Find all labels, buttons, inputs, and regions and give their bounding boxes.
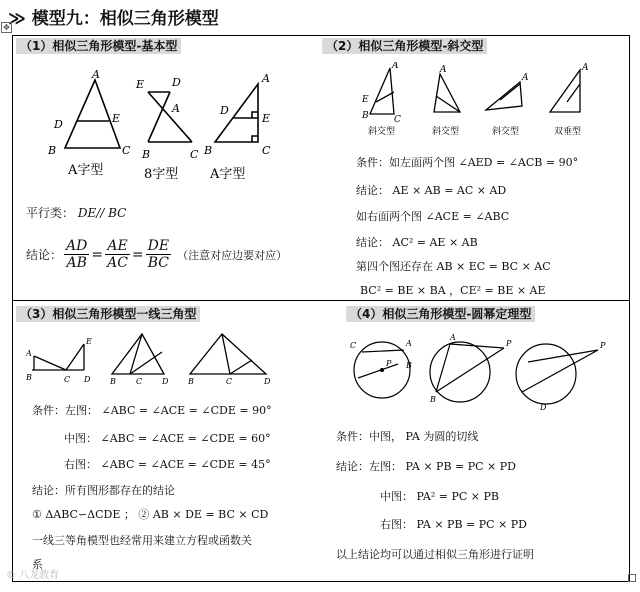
svg-text:E: E [136,78,145,91]
svg-text:B: B [142,148,151,161]
svg-text:A: A [92,70,100,81]
caption-double-perp: 双垂型 [554,127,582,137]
svg-text:E: E [112,112,121,125]
svg-text:A: A [522,73,529,83]
svg-text:B: B [204,144,213,157]
oblique-condition-1: 条件：如左面两个图 ∠AED = ∠ACB = 90° [356,156,579,169]
basic-model-figures [40,70,280,190]
svg-text:B: B [188,377,194,386]
caption-oblique-2: 斜交型 [432,127,460,137]
svg-text:C: C [136,377,143,386]
svg-text:D: D [84,375,91,384]
svg-text:P: P [600,341,606,350]
svg-text:P: P [506,339,512,348]
svg-text:D: D [54,118,63,131]
svg-text:P: P [386,359,392,368]
power-of-point-figures [350,334,608,410]
pop-proof-note: 以上结论均可以通过相似三角形进行证明 [336,548,534,561]
svg-text:D: D [172,76,181,89]
one-line-three-angle-figures [26,330,276,392]
svg-text:B: B [362,111,369,121]
one-line-conclusion-label: 结论：所有图形都存在的结论 [32,484,175,497]
parallel-label: 平行类： [26,206,75,220]
section-2-header: （2）相似三角形模型-斜交型 [322,38,487,54]
svg-text:A: A [262,72,270,85]
svg-text:C: C [190,148,199,161]
svg-text:A: A [440,65,447,75]
svg-text:C: C [262,144,271,157]
one-line-condition-middle: 中图： ∠ABC = ∠ACE = ∠CDE = 60° [64,432,271,445]
section-1-header: （1）相似三角形模型-基本型 [16,38,181,54]
svg-text:B: B [26,373,32,382]
svg-text:D: D [540,403,547,410]
svg-text:B: B [406,361,412,370]
caption-oblique-3: 斜交型 [492,127,520,137]
section-divider [12,300,630,301]
oblique-condition-2: 如右面两个图 ∠ACE = ∠ABC [356,210,510,223]
svg-text:C: C [122,144,131,157]
svg-text:B: B [430,395,436,404]
svg-text:E: E [86,337,92,346]
one-line-condition-left: 条件：左图： ∠ABC = ∠ACE = ∠CDE = 90° [32,404,272,417]
pop-conclusion-left: 结论：左图： PA × PB = PC × PD [336,460,516,473]
svg-text:D: D [264,377,271,386]
svg-text:A: A [582,63,589,73]
svg-text:A: A [392,62,399,71]
section-4-header: （4）相似三角形模型-圆幂定理型 [346,306,535,322]
svg-text:B: B [48,144,57,157]
one-line-note-cont: 系 [32,558,43,571]
svg-text:A: A [450,334,456,342]
table-move-handle-icon[interactable]: ✥ [1,22,12,33]
oblique-extra-1: 第四个图还存在 AB × EC = BC × AC [356,260,551,273]
page-title: ≫ 模型九：相似三角形模型 [8,9,219,29]
fraction-de-bc: $\frac{DE}{BC}$ [147,238,170,271]
caption-a-type: A字型 [68,163,104,178]
oblique-conclusion-2: 结论： AC² = AE × AB [356,236,478,249]
svg-text:E: E [362,95,369,105]
svg-text:A: A [172,102,180,115]
pop-conclusion-right: 右图： PA × PB = PC × PD [380,518,527,531]
watermark: © 八龙教育 [6,570,60,581]
caption-oblique-1: 斜交型 [368,127,396,137]
svg-text:C: C [64,375,71,384]
svg-text:C: C [350,341,357,350]
svg-text:D: D [220,104,229,117]
svg-text:D: D [162,377,169,386]
svg-text:B: B [110,377,116,386]
arrow-icon: ≫ [8,9,26,29]
caption-a-type-2: A字型 [210,167,246,182]
svg-text:C: C [394,115,401,125]
fraction-ae-ac: $\frac{AE}{AC}$ [107,238,128,271]
table-resize-handle[interactable] [628,574,636,582]
oblique-extra-2: BC² = BE × BA ，CE² = BE × AE [360,284,546,297]
oblique-model-figures [362,62,602,138]
svg-text:A: A [26,349,32,358]
caption-8-type: 8字型 [144,167,179,182]
pop-condition: 条件：中图， PA 为圆的切线 [336,430,479,443]
oblique-conclusion-1: 结论： AE × AB = AC × AD [356,184,507,197]
fraction-ad-ab: $\frac{AD}{AB}$ [66,238,88,271]
section-3-header: （3）相似三角形模型一线三角型 [16,306,200,322]
svg-text:E: E [262,112,271,125]
parallel-expr: DE// BC [77,206,127,220]
svg-text:A: A [406,339,412,348]
one-line-condition-right: 右图： ∠ABC = ∠ACE = ∠CDE = 45° [64,458,271,471]
correspondence-note: （注意对应边要对应） [177,248,288,262]
conclusion-label: 结论： [26,248,63,262]
ratio-conclusion: 结论： $\frac{AD}{AB}$ = $\frac{AE}{AC}$ = $\frac{DE}{BC}$ （注意对应边要对应） [26,238,288,271]
pop-conclusion-middle: 中图： PA² = PC × PB [380,490,499,503]
svg-text:C: C [226,377,233,386]
one-line-conclusion: ① ΔABC∽ΔCDE ； ② AB × DE = BC × CD [32,508,269,521]
one-line-note: 一线三等角模型也经常用来建立方程或函数关 [32,534,252,547]
